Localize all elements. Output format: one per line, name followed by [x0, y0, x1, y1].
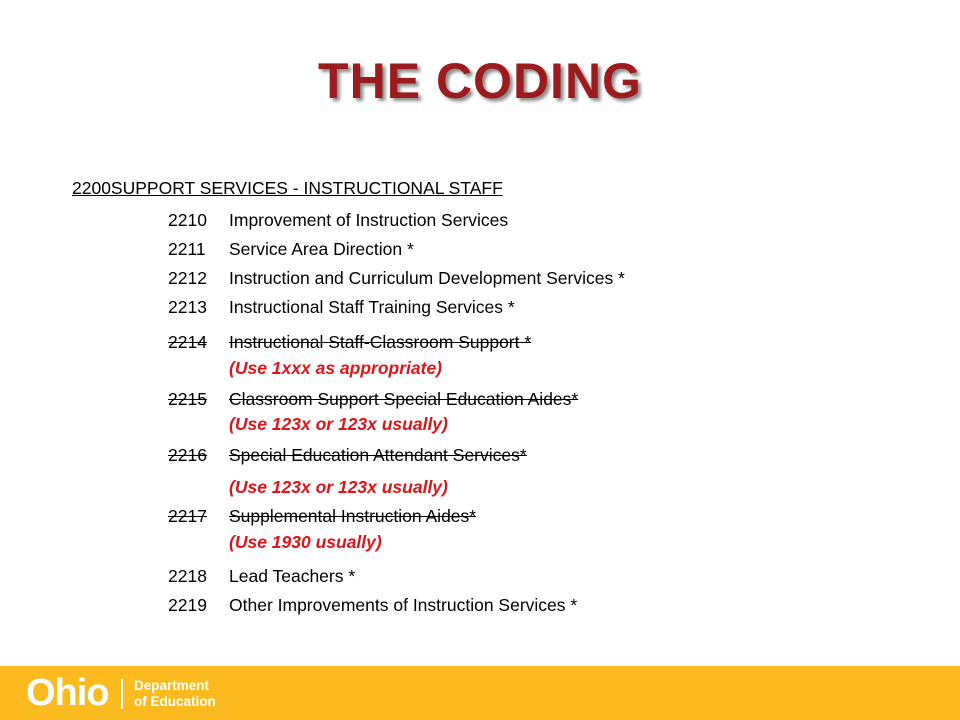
- ohio-logo: [26, 674, 109, 712]
- list-item-struck: [0, 445, 960, 467]
- list-item: [0, 239, 960, 261]
- list-item: [0, 268, 960, 290]
- item-label: Other Improvements of Instruction Services *: [229, 595, 578, 615]
- item-label: Lead Teachers *: [229, 566, 356, 586]
- item-label: Instructional Staff-Classroom Support *: [229, 332, 532, 352]
- item-code: 2210: [168, 210, 207, 230]
- item-note: (Use 1xxx as appropriate): [229, 358, 443, 378]
- ohio-wordmark: Ohio: [26, 672, 109, 714]
- item-label: Supplemental Instruction Aides*: [229, 506, 477, 526]
- item-label: Classroom Support Special Education Aides*: [229, 389, 579, 409]
- department-line-2: of Education: [134, 694, 216, 709]
- section-header: 2200SUPPORT SERVICES - INSTRUCTIONAL STAFF: [72, 178, 503, 198]
- footer-bar: [0, 666, 960, 720]
- item-label: Instruction and Curriculum Development Services *: [229, 268, 625, 288]
- item-note: (Use 1930 usually): [229, 532, 382, 552]
- department-label: [134, 678, 216, 710]
- item-code: 2216: [168, 445, 207, 465]
- item-code: 2219: [168, 595, 207, 615]
- item-note: (Use 123x or 123x usually): [229, 414, 448, 434]
- list-item: [0, 210, 960, 232]
- item-label: Instructional Staff Training Services *: [229, 297, 515, 317]
- item-code: 2215: [168, 389, 207, 409]
- list-item-struck: [0, 389, 960, 411]
- logo-divider: [121, 679, 123, 709]
- list-item: [0, 595, 960, 617]
- list-item: [0, 297, 960, 319]
- item-code: 2211: [168, 239, 206, 259]
- item-code: 2214: [168, 332, 207, 352]
- item-code: 2213: [168, 297, 207, 317]
- item-label: Improvement of Instruction Services: [229, 210, 509, 230]
- item-code: 2218: [168, 566, 207, 586]
- department-line-1: Department: [134, 678, 210, 693]
- item-code: 2217: [168, 506, 207, 526]
- list-item: [0, 566, 960, 588]
- item-note: (Use 123x or 123x usually): [229, 477, 448, 497]
- item-label: Service Area Direction *: [229, 239, 414, 259]
- list-item-struck: [0, 506, 960, 528]
- item-label: Special Education Attendant Services*: [229, 445, 527, 465]
- slide-title: THE CODING: [318, 53, 642, 109]
- list-item-struck: [0, 332, 960, 354]
- item-code: 2212: [168, 268, 207, 288]
